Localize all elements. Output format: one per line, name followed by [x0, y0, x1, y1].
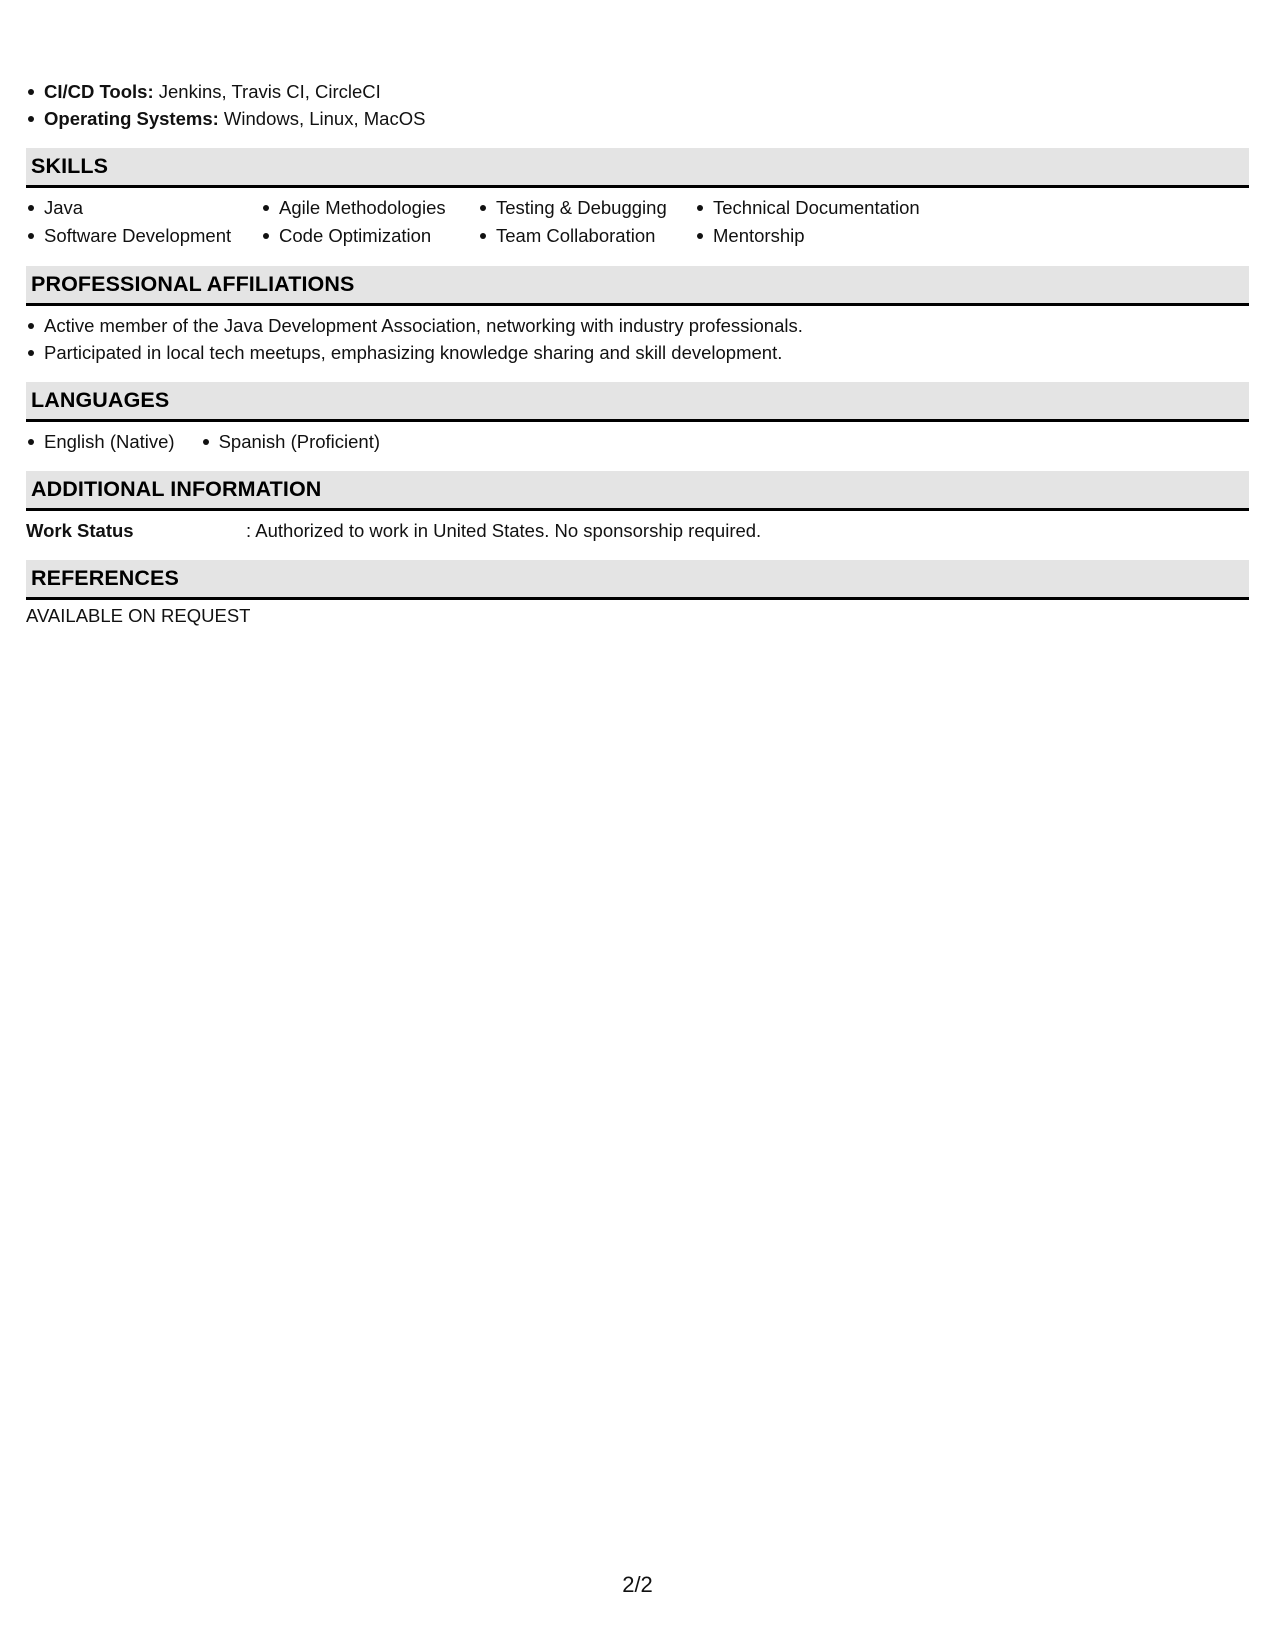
- list-item: [44, 78, 1249, 105]
- section-header: [26, 266, 1249, 306]
- tool-value: Jenkins, Travis CI, CircleCI: [158, 81, 381, 102]
- list-item: Spanish (Proficient): [219, 428, 380, 455]
- skills-column: [496, 194, 713, 250]
- section-title: REFERENCES: [31, 566, 179, 590]
- list-item: Software Development: [44, 222, 279, 250]
- references-text: AVAILABLE ON REQUEST: [26, 605, 251, 626]
- section-header: [26, 148, 1249, 188]
- references-section: [26, 560, 1249, 629]
- tool-label: Operating Systems:: [44, 108, 219, 129]
- section-header: [26, 560, 1249, 600]
- affiliations-section: [26, 266, 1249, 366]
- languages-list: [26, 428, 1249, 455]
- list-item: Technical Documentation: [713, 194, 973, 222]
- list-item: [44, 105, 1249, 132]
- section-title: SKILLS: [31, 154, 109, 178]
- list-item: English (Native): [44, 428, 175, 455]
- list-item: Participated in local tech meetups, emphasizing knowledge sharing and skill development.: [44, 339, 1249, 366]
- list-item: Code Optimization: [279, 222, 496, 250]
- additional-information-section: [26, 471, 1249, 544]
- section-title: PROFESSIONAL AFFILIATIONS: [31, 272, 355, 296]
- section-body: [26, 306, 1249, 366]
- skills-column: [279, 194, 496, 250]
- list-item: Team Collaboration: [496, 222, 713, 250]
- list-item: Active member of the Java Development Association, networking with industry professionals.: [44, 312, 1249, 339]
- section-title: LANGUAGES: [31, 388, 170, 412]
- list-item: Agile Methodologies: [279, 194, 496, 222]
- affiliations-list: [26, 312, 1249, 366]
- list-item: Java: [44, 194, 279, 222]
- section-header: [26, 471, 1249, 511]
- tools-list: [26, 78, 1249, 132]
- languages-section: [26, 382, 1249, 455]
- tool-label: CI/CD Tools:: [44, 81, 154, 102]
- list-item: Testing & Debugging: [496, 194, 713, 222]
- section-header: [26, 382, 1249, 422]
- info-row: [26, 517, 1249, 544]
- info-value: : Authorized to work in United States. No sponsorship required.: [246, 520, 762, 541]
- page-number: 2/2: [622, 1572, 653, 1597]
- section-title: ADDITIONAL INFORMATION: [31, 477, 322, 501]
- resume-page: [26, 78, 1249, 629]
- section-body: [26, 511, 1249, 544]
- list-item: Mentorship: [713, 222, 973, 250]
- skills-column: [713, 194, 973, 250]
- skills-column: [44, 194, 279, 250]
- skills-grid: [26, 188, 1249, 250]
- skills-section: [26, 148, 1249, 250]
- info-label: Work Status: [26, 520, 134, 541]
- section-body: [26, 422, 1249, 455]
- tool-value: Windows, Linux, MacOS: [223, 108, 426, 129]
